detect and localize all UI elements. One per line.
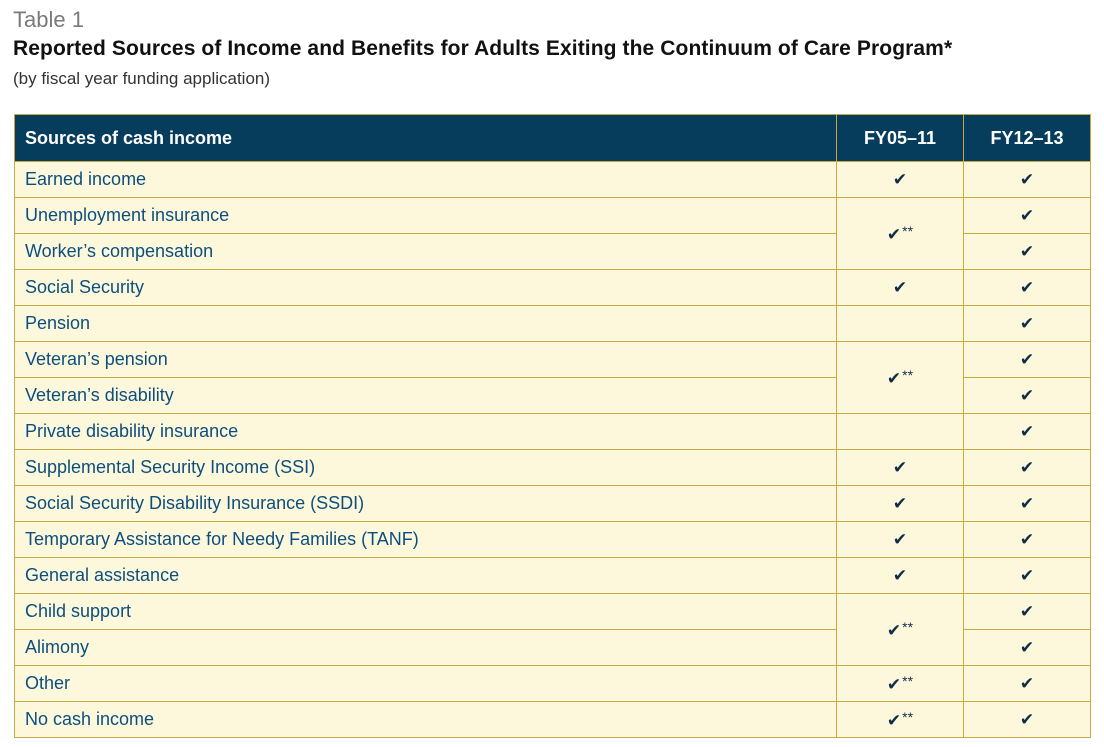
header-fy12-13: FY12–13 bbox=[964, 115, 1091, 162]
fy05-11-cell bbox=[837, 198, 964, 270]
check-icon: ✔ bbox=[886, 620, 902, 640]
check-icon: ✔ bbox=[964, 342, 1091, 378]
footnote-marker: ** bbox=[902, 222, 914, 239]
header-fy05-11: FY05–11 bbox=[837, 115, 964, 162]
check-icon: ✔ bbox=[964, 450, 1091, 486]
table-row bbox=[15, 522, 1091, 558]
check-icon: ✔ bbox=[837, 162, 964, 198]
footnote-marker: ** bbox=[902, 366, 914, 383]
income-source-label: Child support bbox=[15, 594, 837, 630]
table-body bbox=[15, 162, 1091, 738]
table-subtitle: (by fiscal year funding application) bbox=[13, 69, 271, 88]
check-icon: ✔ bbox=[886, 224, 902, 244]
check-icon: ✔ bbox=[964, 486, 1091, 522]
table-row bbox=[15, 162, 1091, 198]
income-source-label: Temporary Assistance for Needy Families (TANF) bbox=[15, 522, 837, 558]
header-sources: Sources of cash income bbox=[15, 115, 837, 162]
check-icon: ✔ bbox=[964, 414, 1091, 450]
income-source-label: Unemployment insurance bbox=[15, 198, 837, 234]
income-source-label: Veteran’s pension bbox=[15, 342, 837, 378]
table-row bbox=[15, 450, 1091, 486]
table-row bbox=[15, 414, 1091, 450]
check-icon: ✔ bbox=[964, 630, 1091, 666]
table-row bbox=[15, 342, 1091, 378]
table-title: Reported Sources of Income and Benefits for Adults Exiting the Continuum of Care Program* bbox=[13, 37, 953, 60]
income-source-label: Other bbox=[15, 666, 837, 702]
check-icon: ✔ bbox=[837, 486, 964, 522]
income-source-label: Veteran’s disability bbox=[15, 378, 837, 414]
check-icon: ✔ bbox=[837, 450, 964, 486]
fy05-11-cell bbox=[837, 594, 964, 666]
table-row bbox=[15, 594, 1091, 630]
income-source-label: Private disability insurance bbox=[15, 414, 837, 450]
empty-cell bbox=[837, 306, 964, 342]
check-icon: ✔ bbox=[886, 368, 902, 388]
income-source-label: Worker’s compensation bbox=[15, 234, 837, 270]
check-icon: ✔ bbox=[837, 522, 964, 558]
footnote-marker: ** bbox=[902, 708, 914, 725]
table-row bbox=[15, 198, 1091, 234]
check-icon: ✔ bbox=[964, 594, 1091, 630]
footnote-marker: ** bbox=[902, 618, 914, 635]
check-icon: ✔ bbox=[837, 558, 964, 594]
check-icon: ✔ bbox=[964, 198, 1091, 234]
check-icon: ✔ bbox=[964, 234, 1091, 270]
check-icon: ✔ bbox=[964, 702, 1091, 738]
income-source-label: Supplemental Security Income (SSI) bbox=[15, 450, 837, 486]
income-source-label: Pension bbox=[15, 306, 837, 342]
empty-cell bbox=[837, 414, 964, 450]
check-icon: ✔ bbox=[964, 558, 1091, 594]
check-icon: ✔ bbox=[964, 522, 1091, 558]
table-row bbox=[15, 306, 1091, 342]
income-source-label: Earned income bbox=[15, 162, 837, 198]
income-source-label: General assistance bbox=[15, 558, 837, 594]
check-icon: ✔ bbox=[964, 306, 1091, 342]
check-icon: ✔ bbox=[964, 666, 1091, 702]
table-row bbox=[15, 270, 1091, 306]
table-header-row bbox=[15, 115, 1091, 162]
check-icon: ✔ bbox=[837, 270, 964, 306]
fy05-11-cell bbox=[837, 342, 964, 414]
table-row bbox=[15, 666, 1091, 702]
income-source-label: Social Security Disability Insurance (SSDI) bbox=[15, 486, 837, 522]
check-icon: ✔ bbox=[964, 378, 1091, 414]
check-icon: ✔ bbox=[964, 162, 1091, 198]
table-row bbox=[15, 558, 1091, 594]
table-row bbox=[15, 486, 1091, 522]
fy05-11-cell bbox=[837, 666, 964, 702]
income-source-label: Alimony bbox=[15, 630, 837, 666]
table-row bbox=[15, 702, 1091, 738]
footnote-marker: ** bbox=[902, 672, 914, 689]
income-sources-table bbox=[14, 114, 1091, 738]
check-icon: ✔ bbox=[886, 710, 902, 730]
income-source-label: Social Security bbox=[15, 270, 837, 306]
table-label: Table 1 bbox=[13, 7, 84, 32]
fy05-11-cell bbox=[837, 702, 964, 738]
check-icon: ✔ bbox=[886, 674, 902, 694]
check-icon: ✔ bbox=[964, 270, 1091, 306]
income-source-label: No cash income bbox=[15, 702, 837, 738]
